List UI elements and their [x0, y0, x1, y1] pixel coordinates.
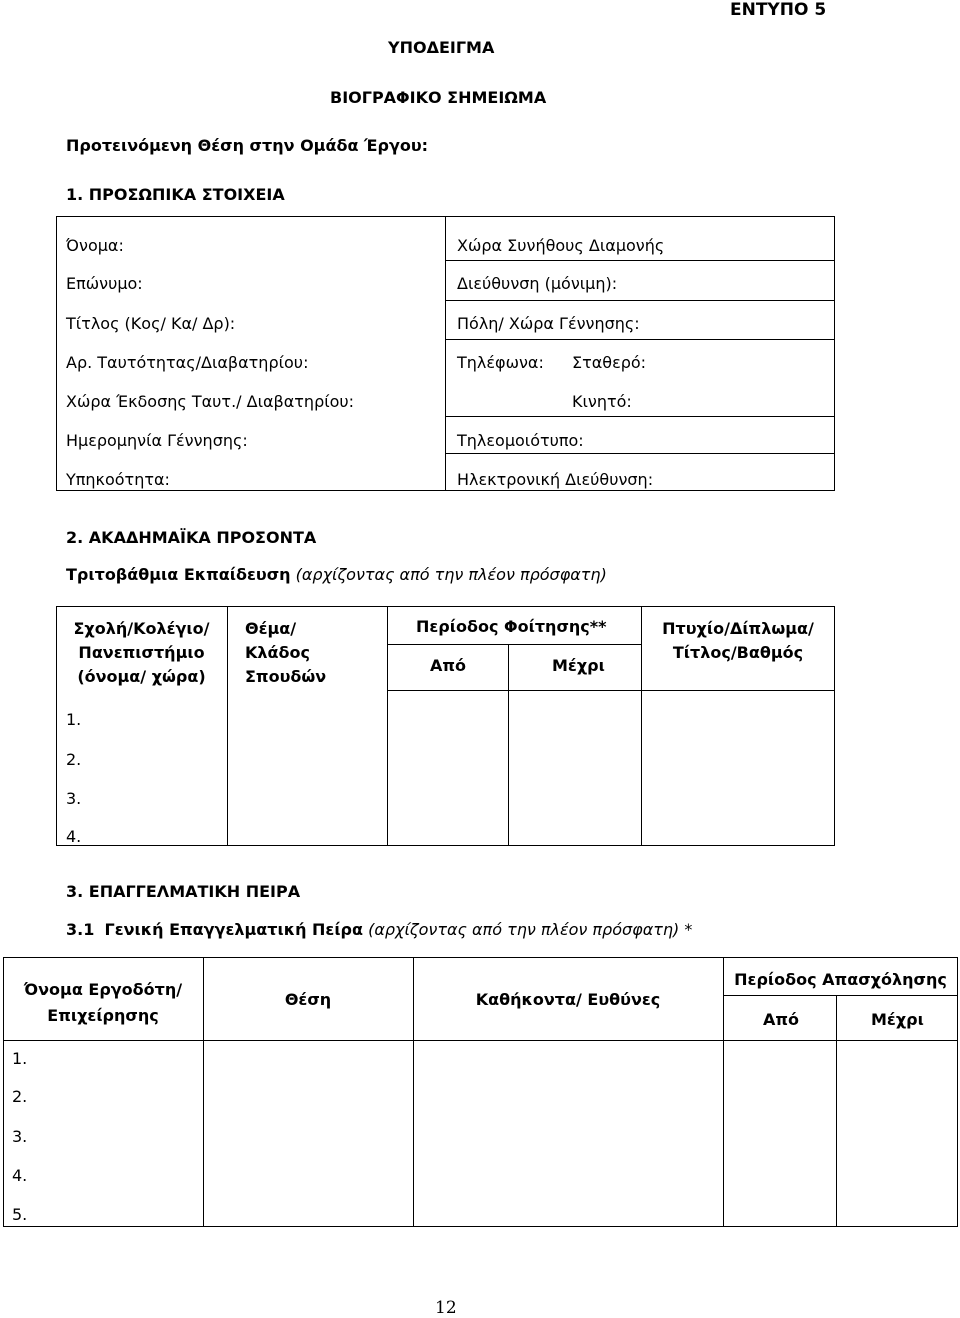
experience-subheading — [66, 920, 692, 939]
residence-country-label: Χώρα Συνήθους Διαμονής — [457, 236, 665, 255]
page-number: 12 — [435, 1298, 457, 1318]
study-from-header: Από — [430, 656, 467, 675]
experience-subheading-number: 3.1 — [66, 920, 95, 939]
nationality-label: Υπηκοότητα: — [66, 470, 170, 489]
title-label: Τίτλος (Κος/ Κα/ Δρ): — [66, 314, 236, 333]
education-row-number: 2. — [66, 750, 82, 769]
experience-row-number: 3. — [12, 1127, 28, 1146]
form-id: ΕΝΤΥΠΟ 5 — [730, 0, 827, 20]
id-issue-country-label: Χώρα Έκδοσης Ταυτ./ Διαβατηρίου: — [66, 392, 355, 411]
experience-row-number: 2. — [12, 1087, 28, 1106]
employment-from-header: Από — [763, 1010, 800, 1029]
first-name-label: Όνομα: — [66, 236, 124, 255]
study-to-header: Μέχρι — [552, 656, 605, 675]
education-subheading-note: (αρχίζοντας από την πλέον πρόσφατη) — [295, 565, 607, 584]
experience-row-number: 4. — [12, 1166, 28, 1185]
duties-column-header: Καθήκοντα/ Ευθύνες — [475, 990, 661, 1009]
subject-column-header: Θέμα/ Κλάδος Σπουδών — [245, 619, 327, 686]
education-subheading — [66, 565, 607, 584]
education-row-number: 1. — [66, 710, 82, 729]
employment-to-header: Μέχρι — [871, 1010, 924, 1029]
experience-subheading-note: (αρχίζοντας από την πλέον πρόσφατη) * — [368, 920, 693, 939]
school-column-header: Σχολή/Κολέγιο/ Πανεπιστήμιο (όνομα/ χώρα) — [73, 619, 210, 686]
proposed-position-label: Προτεινόμενη Θέση στην Ομάδα Έργου: — [66, 136, 429, 155]
address-label: Διεύθυνση (μόνιμη): — [457, 274, 618, 293]
experience-row-number: 1. — [12, 1049, 28, 1068]
document-title: ΒΙΟΓΡΑΦΙΚΟ ΣΗΜΕΙΩΜΑ — [330, 88, 547, 107]
email-label: Ηλεκτρονική Διεύθυνση: — [457, 470, 654, 489]
education-row-number: 3. — [66, 789, 82, 808]
section-3-heading: 3. ΕΠΑΓΓΕΛΜΑΤΙΚΗ ΠΕΙΡΑ — [66, 882, 301, 901]
section-1-heading: 1. ΠΡΟΣΩΠΙΚΑ ΣΤΟΙΧΕΙΑ — [66, 185, 285, 204]
employer-column-header: Όνομα Εργοδότη/ Επιχείρησης — [23, 980, 183, 1025]
education-subheading-bold: Τριτοβάθμια Εκπαίδευση — [66, 565, 291, 584]
degree-column-header: Πτυχίο/Δίπλωμα/ Τίτλος/Βαθμός — [662, 619, 814, 662]
landline-label: Σταθερό: — [572, 353, 647, 372]
table-divider — [445, 216, 446, 491]
experience-row-number: 5. — [12, 1205, 28, 1224]
fax-label: Τηλεομοιότυπο: — [457, 431, 584, 450]
position-column-header: Θέση — [284, 990, 332, 1009]
study-period-header: Περίοδος Φοίτησης** — [416, 617, 607, 636]
id-number-label: Αρ. Ταυτότητας/Διαβατηρίου: — [66, 353, 309, 372]
surname-label: Επώνυμο: — [66, 274, 143, 293]
employment-period-header: Περίοδος Απασχόλησης — [734, 970, 947, 989]
section-2-heading: 2. ΑΚΑΔΗΜΑΪΚΑ ΠΡΟΣΟΝΤΑ — [66, 528, 317, 547]
phones-label: Τηλέφωνα: — [457, 353, 544, 372]
mobile-label: Κινητό: — [572, 392, 632, 411]
sample-label: ΥΠΟΔΕΙΓΜΑ — [388, 38, 495, 57]
education-row-number: 4. — [66, 827, 82, 846]
birthplace-label: Πόλη/ Χώρα Γέννησης: — [457, 314, 640, 333]
birth-date-label: Ημερομηνία Γέννησης: — [66, 431, 248, 450]
experience-subheading-bold: Γενική Επαγγελματική Πείρα — [104, 920, 363, 939]
